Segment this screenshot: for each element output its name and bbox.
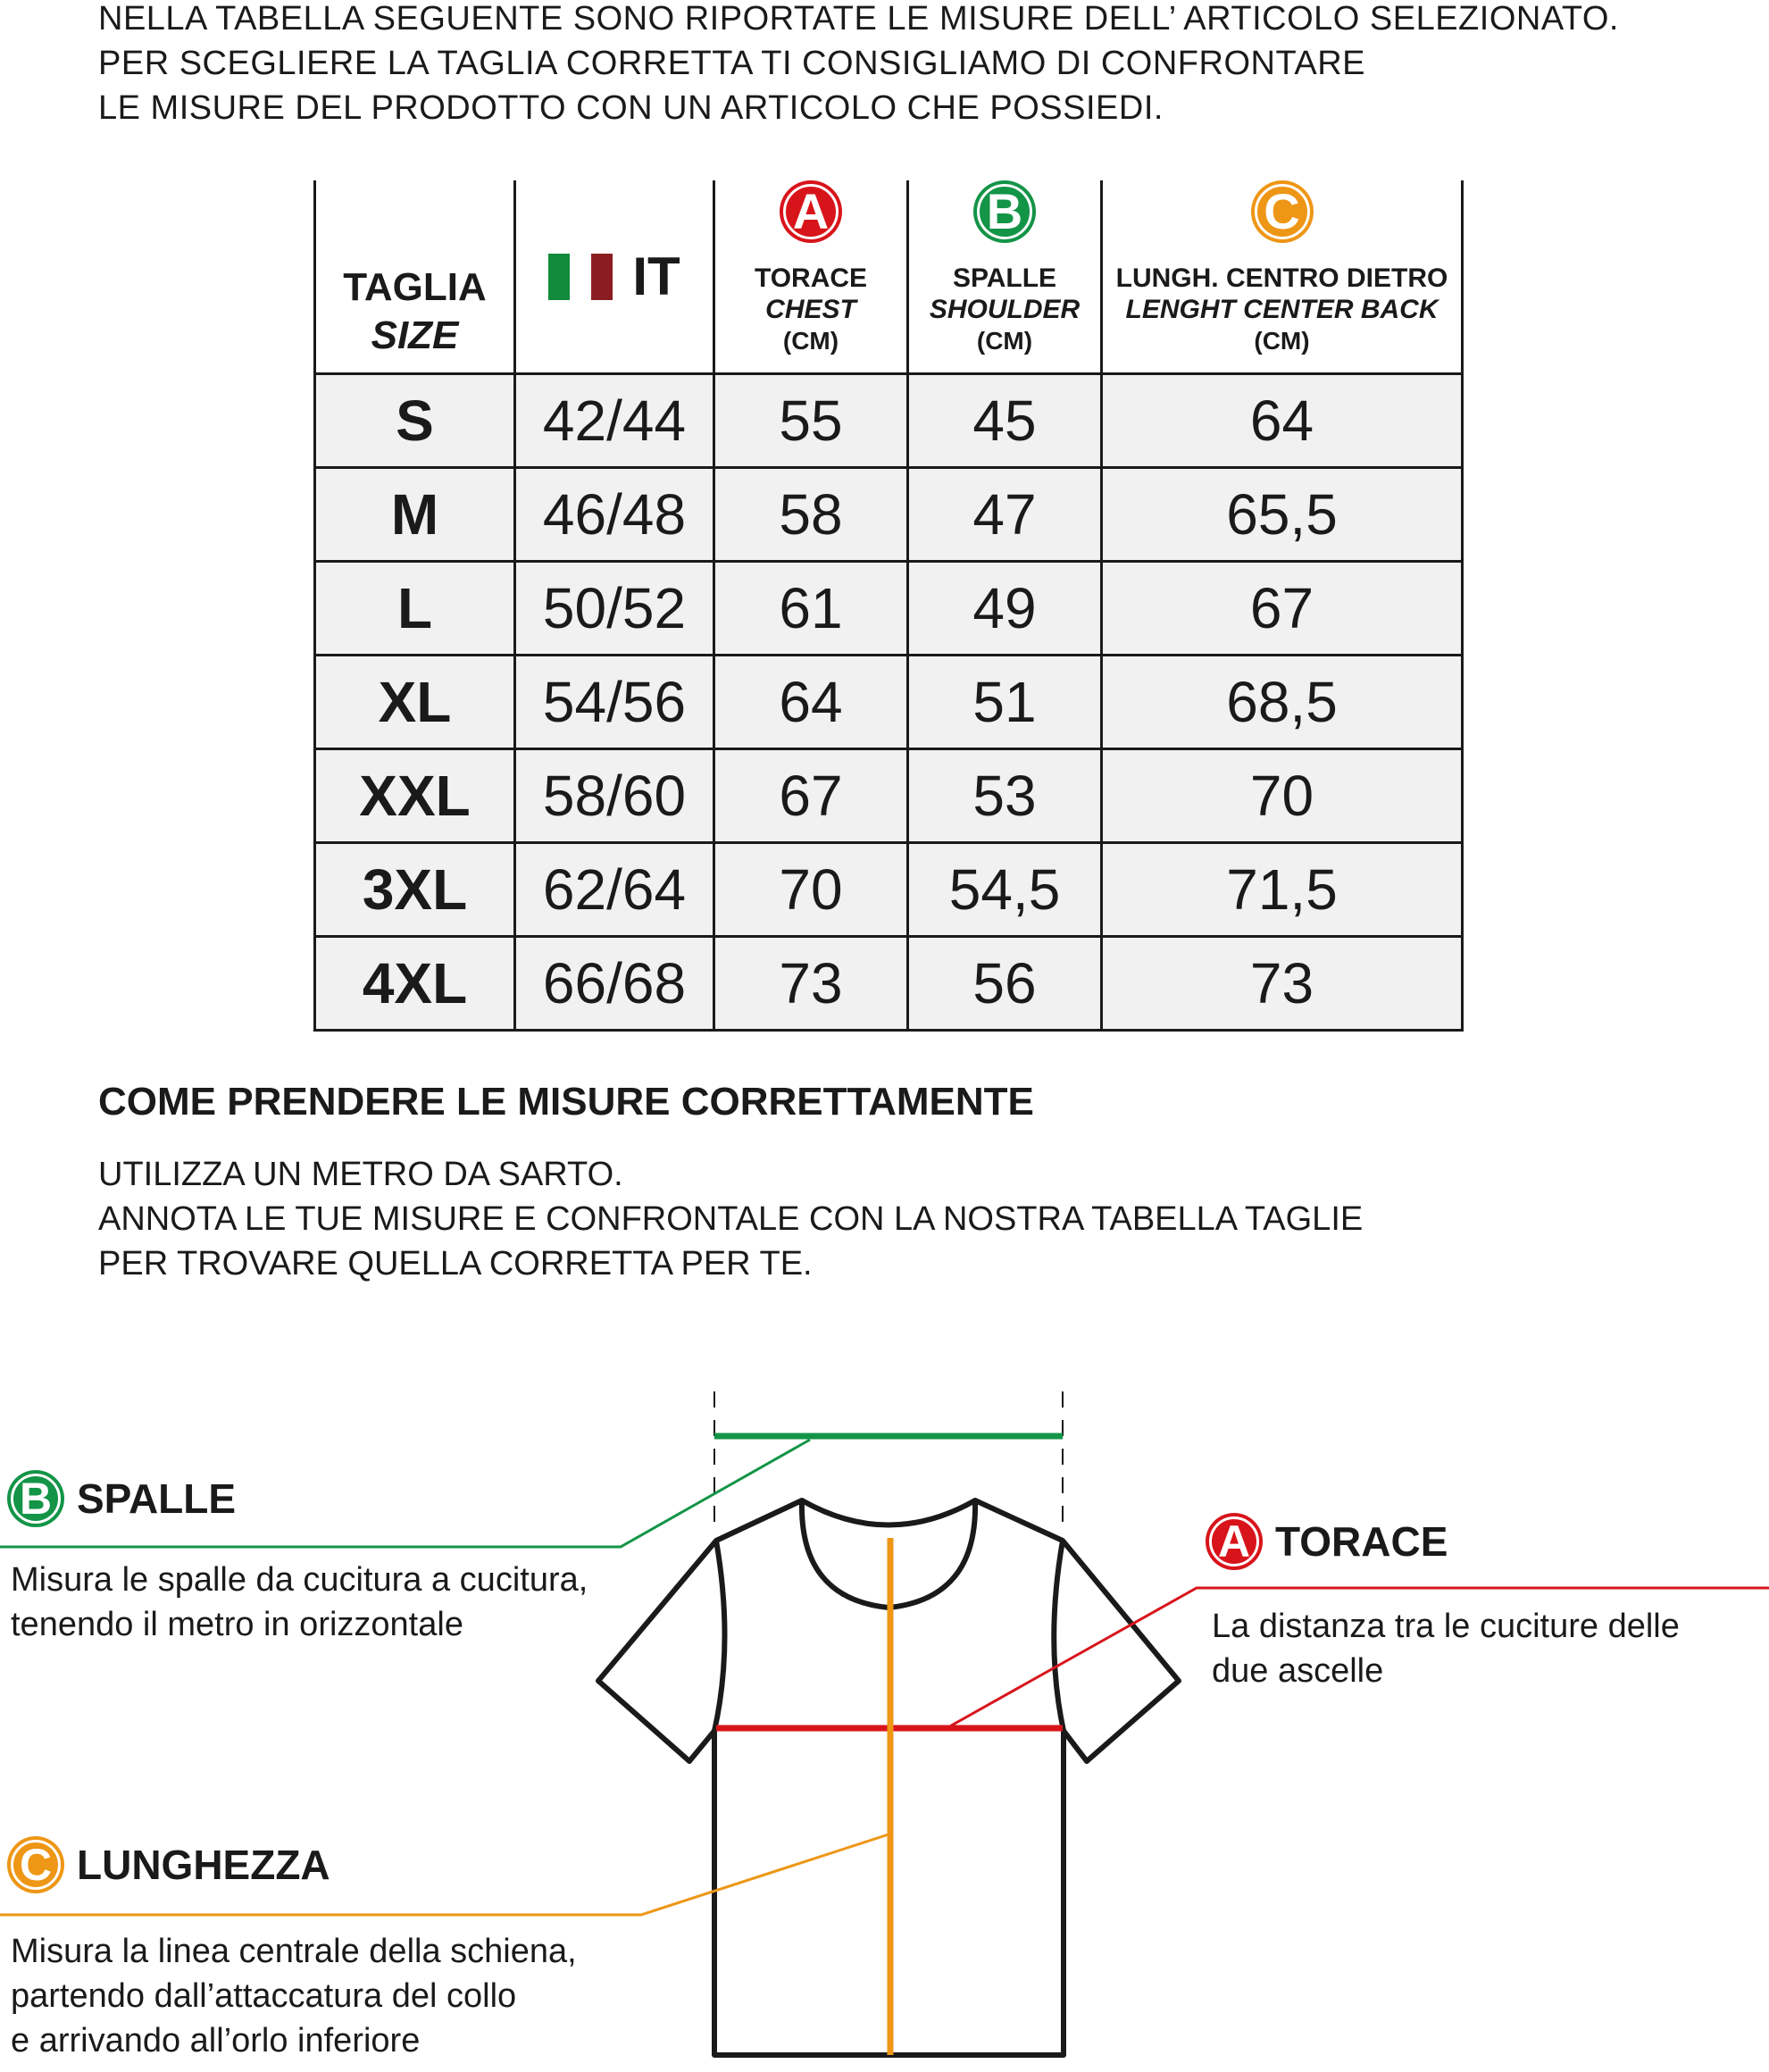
header-chest-unit: (CM)	[782, 327, 839, 355]
header-size	[315, 180, 515, 374]
torace-description	[1212, 1604, 1680, 1693]
chest-cell: 64	[714, 656, 908, 749]
shoulder-cell: 56	[908, 937, 1102, 1031]
header-it	[515, 180, 714, 374]
intro-text	[98, 0, 1619, 130]
it-size-cell: 50/52	[515, 562, 714, 656]
header-shoulder	[908, 180, 1102, 374]
torace-title: TORACE	[1275, 1518, 1448, 1565]
shoulder-guides	[714, 1391, 1063, 1523]
chest-cell: 73	[714, 937, 908, 1031]
howto-title: COME PRENDERE LE MISURE CORRETTAMENTE	[98, 1080, 1034, 1124]
header-chest-it: TORACE	[754, 263, 868, 293]
badge-a-icon: A	[1206, 1513, 1263, 1570]
it-size-cell: 66/68	[515, 937, 714, 1031]
spalle-desc-line-1: Misura le spalle da cucitura a cucitura,	[11, 1561, 588, 1599]
table-row	[315, 749, 1463, 843]
header-length-it: LUNGH. CENTRO DIETRO	[1115, 263, 1448, 293]
lunghezza-title: LUNGHEZZA	[77, 1842, 330, 1888]
shoulder-cell: 49	[908, 562, 1102, 656]
it-size-cell: 42/44	[515, 374, 714, 468]
chest-cell: 61	[714, 562, 908, 656]
shoulder-cell: 45	[908, 374, 1102, 468]
header-shoulder-en: SHOULDER	[929, 295, 1081, 324]
torace-label	[1206, 1513, 1448, 1570]
size-cell: L	[315, 562, 515, 656]
size-cell: 4XL	[315, 937, 515, 1031]
shoulder-cell: 53	[908, 749, 1102, 843]
size-cell: S	[315, 374, 515, 468]
intro-line-1: NELLA TABELLA SEGUENTE SONO RIPORTATE LE MISURE DELL’ ARTICOLO SELEZIONATO.	[98, 0, 1619, 38]
size-cell: XXL	[315, 749, 515, 843]
table-row	[315, 374, 1463, 468]
lunghezza-desc-line-2: partendo dall’attaccatura del collo	[11, 1977, 517, 2015]
header-length-unit: (CM)	[1254, 327, 1310, 355]
lunghezza-label	[7, 1836, 330, 1893]
header-chest-en: CHEST	[765, 295, 856, 324]
length-cell: 64	[1102, 374, 1463, 468]
it-size-cell: 54/56	[515, 656, 714, 749]
howto-line-2: ANNOTA LE TUE MISURE E CONFRONTALE CON LA NOSTRA TABELLA TAGLIE	[98, 1200, 1364, 1238]
header-length	[1102, 180, 1463, 374]
chest-cell: 55	[714, 374, 908, 468]
lunghezza-desc-line-1: Misura la linea centrale della schiena,	[11, 1933, 577, 1970]
lunghezza-desc-line-3: e arrivando all’orlo inferiore	[11, 2022, 421, 2059]
spalle-label	[7, 1470, 236, 1527]
length-cell: 68,5	[1102, 656, 1463, 749]
length-cell: 71,5	[1102, 843, 1463, 937]
it-size-cell: 46/48	[515, 468, 714, 562]
intro-line-3: LE MISURE DEL PRODOTTO CON UN ARTICOLO CHE POSSIEDI.	[98, 89, 1164, 127]
header-shoulder-unit: (CM)	[976, 327, 1033, 355]
it-size-cell: 58/60	[515, 749, 714, 843]
length-cell: 70	[1102, 749, 1463, 843]
header-taglia-label: TAGLIA	[343, 265, 487, 309]
length-cell: 73	[1102, 937, 1463, 1031]
shoulder-cell: 47	[908, 468, 1102, 562]
intro-line-2: PER SCEGLIERE LA TAGLIA CORRETTA TI CONSIGLIAMO DI CONFRONTARE	[98, 45, 1365, 82]
torace-desc-line-1: La distanza tra le cuciture delle	[1212, 1608, 1680, 1645]
table-row	[315, 468, 1463, 562]
size-cell: XL	[315, 656, 515, 749]
header-size-label: SIZE	[371, 313, 459, 357]
shoulder-cell: 54,5	[908, 843, 1102, 937]
chest-cell: 67	[714, 749, 908, 843]
shoulder-cell: 51	[908, 656, 1102, 749]
header-length-en: LENGHT CENTER BACK	[1125, 295, 1439, 324]
chest-cell: 70	[714, 843, 908, 937]
table-row	[315, 656, 1463, 749]
badge-c-icon: C	[7, 1836, 64, 1893]
spalle-title: SPALLE	[77, 1475, 237, 1522]
header-chest	[714, 180, 908, 374]
length-cell: 67	[1102, 562, 1463, 656]
badge-c-icon: C	[1251, 180, 1314, 243]
size-table	[313, 180, 1464, 1032]
spalle-desc-line-2: tenendo il metro in orizzontale	[11, 1606, 463, 1643]
spalle-description	[11, 1558, 588, 1647]
size-cell: 3XL	[315, 843, 515, 937]
howto-text	[98, 1152, 1363, 1286]
size-cell: M	[315, 468, 515, 562]
header-it-label: IT	[632, 246, 680, 306]
length-cell: 65,5	[1102, 468, 1463, 562]
it-size-cell: 62/64	[515, 843, 714, 937]
howto-line-1: UTILIZZA UN METRO DA SARTO.	[98, 1156, 623, 1193]
table-row	[315, 562, 1463, 656]
chest-cell: 58	[714, 468, 908, 562]
badge-b-icon: B	[973, 180, 1036, 243]
howto-line-3: PER TROVARE QUELLA CORRETTA PER TE.	[98, 1245, 813, 1282]
italian-flag-icon	[548, 254, 613, 300]
torace-desc-line-2: due ascelle	[1212, 1652, 1384, 1690]
badge-a-icon: A	[780, 180, 842, 243]
table-row	[315, 937, 1463, 1031]
table-row	[315, 843, 1463, 937]
header-shoulder-it: SPALLE	[952, 263, 1057, 293]
lunghezza-description	[11, 1929, 577, 2063]
badge-b-icon: B	[7, 1470, 64, 1527]
